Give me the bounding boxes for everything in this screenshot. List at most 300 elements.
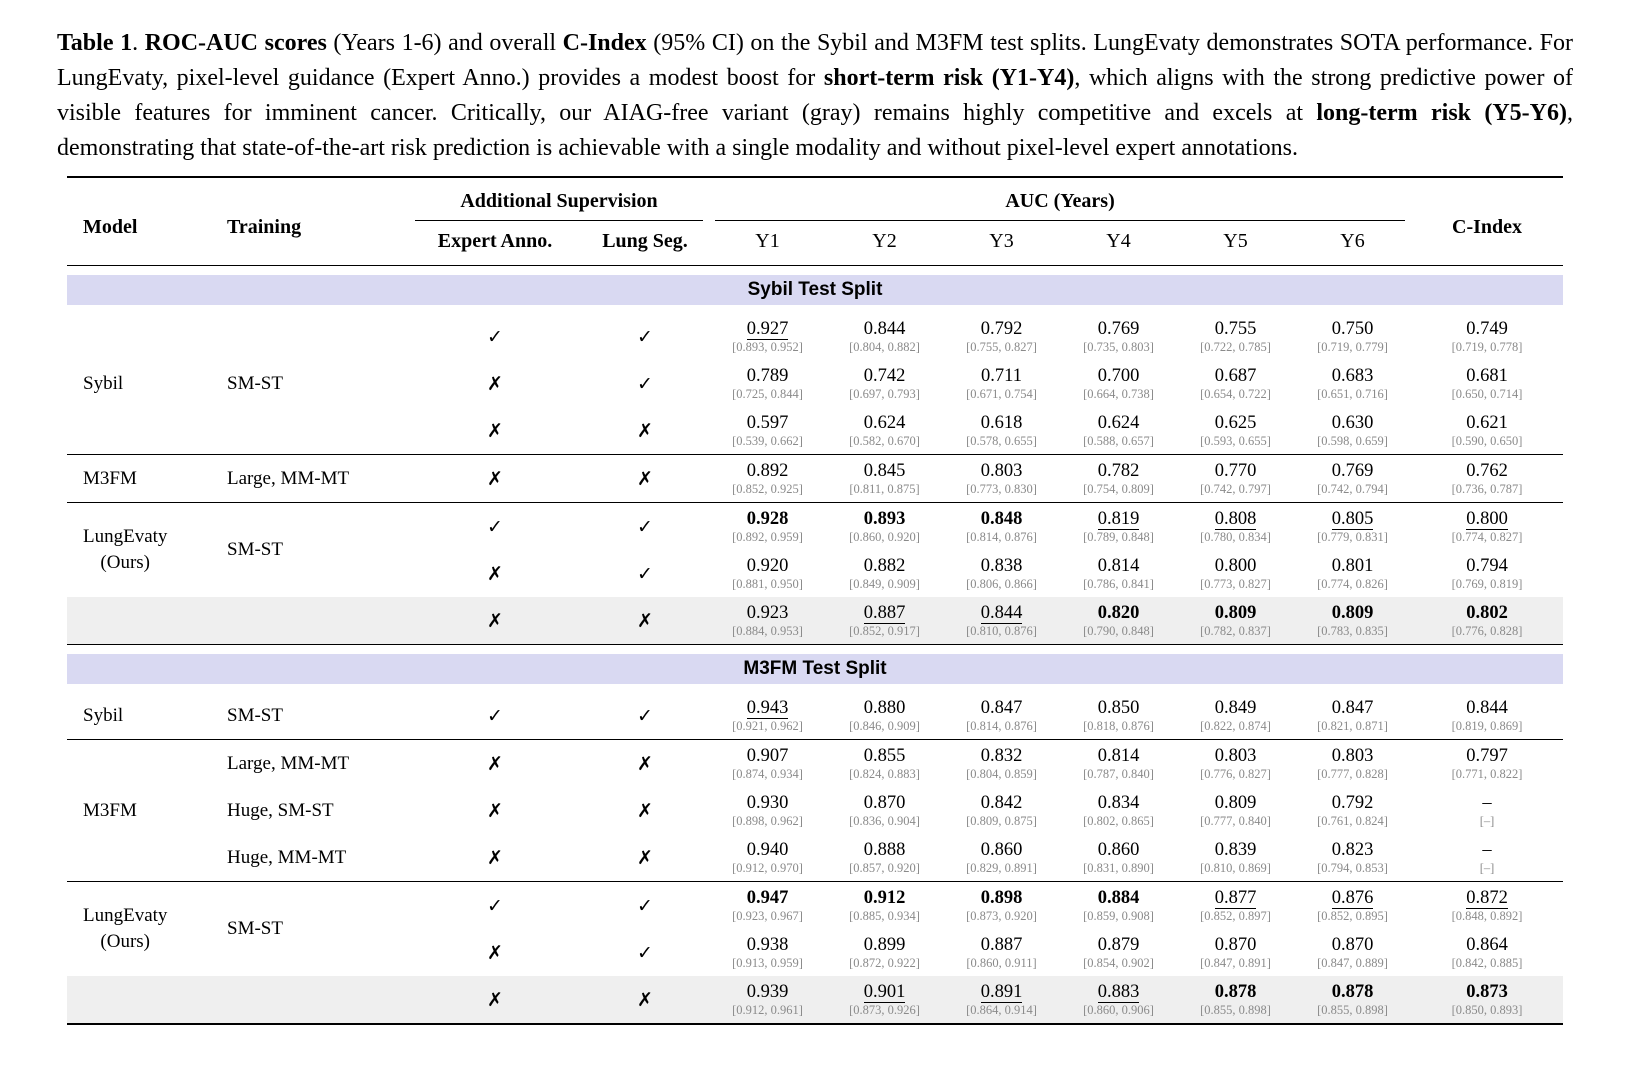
metric-ci: [0.782, 0.837] [1200, 624, 1271, 638]
expert-anno-cross-icon: ✗ [409, 976, 581, 1024]
lung-seg-check-icon: ✓ [581, 882, 709, 930]
metric-value [1296, 697, 1409, 719]
metric-value-text: 0.930 [746, 793, 789, 813]
metric-ci: [0.776, 0.827] [1200, 767, 1271, 781]
metric-value-text: 0.943 [746, 698, 789, 718]
metric-cell [826, 550, 943, 597]
metric-value [711, 745, 824, 767]
metric-value [711, 981, 824, 1003]
model-name: M3FM [83, 799, 137, 821]
metric-value-text: 0.884 [1097, 888, 1140, 908]
metric-cell [1177, 503, 1294, 551]
metric-cell [1177, 976, 1294, 1024]
lung-seg-cross-icon: ✗ [581, 976, 709, 1024]
metric-cell [943, 455, 1060, 503]
metric-value-text: 0.618 [980, 413, 1023, 433]
metric-cell [1411, 550, 1563, 597]
metric-value [945, 365, 1058, 387]
training-cell: SM-ST [219, 503, 409, 598]
metric-ci: [0.885, 0.934] [849, 909, 920, 923]
metric-cell [1294, 407, 1411, 455]
metric-value-text: 0.887 [980, 935, 1023, 955]
metric-value-text: 0.860 [1097, 840, 1140, 860]
metric-ci: [0.794, 0.853] [1317, 861, 1388, 875]
metric-value [828, 365, 941, 387]
expert-anno-cross-icon: ✗ [487, 419, 503, 442]
metric-ci: [0.582, 0.670] [849, 434, 920, 448]
table-caption: Table 1. ROC-AUC scores (Years 1-6) and overall C-Index (95% CI) on the Sybil and M3FM test splits. LungEvaty demonstrates SOTA performance. For LungEvaty, pixel-level guidance (Expert Anno.) provides a modest boost for short-term risk (Y1-Y4), which aligns with the strong predictive power of visible features for imminent cancer. Critically, our AIAG-free variant (gray) remains highly competitive and excels at long-term risk (Y5-Y6), demonstrating that state-of-the-art risk prediction is achievable with a single modality and without pixel-level expert annotations. [57, 30, 1574, 161]
metric-value-text: 0.842 [980, 793, 1023, 813]
lung-seg-cross-icon: ✗ [637, 799, 653, 822]
col-header-y4: Y4 [1060, 221, 1177, 266]
metric-value [1296, 839, 1409, 861]
metric-cell [1411, 882, 1563, 930]
metric-cell [1294, 787, 1411, 834]
model-name: LungEvaty (Ours) [83, 905, 168, 952]
metric-ci: [0.593, 0.655] [1200, 434, 1271, 448]
metric-value [1062, 460, 1175, 482]
metric-value-text: 0.797 [1466, 746, 1508, 766]
metric-cell [1411, 834, 1563, 882]
metric-ci: [0.773, 0.827] [1200, 577, 1271, 591]
metric-value [711, 365, 824, 387]
metric-cell [709, 882, 826, 930]
metric-value-text: 0.928 [746, 509, 789, 529]
metric-ci: [–] [1479, 814, 1495, 828]
metric-value-text: 0.878 [1214, 982, 1257, 1002]
metric-value-text: 0.849 [1214, 698, 1257, 718]
metric-value [711, 887, 824, 909]
metric-value [711, 412, 824, 434]
section-band-title: Sybil Test Split [67, 275, 1563, 305]
training-cell: Huge, SM-ST [227, 799, 334, 821]
metric-value [1413, 792, 1561, 814]
metric-value [1296, 602, 1409, 624]
expert-anno-cross-icon: ✗ [487, 941, 503, 964]
metric-ci: [0.814, 0.876] [966, 719, 1037, 733]
metric-value-text: 0.892 [746, 461, 789, 481]
metric-ci: [0.829, 0.891] [966, 861, 1037, 875]
metric-value-text: 0.630 [1331, 413, 1374, 433]
section-band-cell [67, 266, 1563, 314]
metric-value-text: 0.683 [1331, 366, 1374, 386]
metric-value [711, 555, 824, 577]
metric-value-text: 0.864 [1466, 935, 1508, 955]
table-row [67, 455, 1563, 503]
model-cell [67, 455, 219, 503]
metric-value [828, 697, 941, 719]
metric-cell [826, 929, 943, 976]
metric-value [828, 602, 941, 624]
metric-value-text: 0.792 [1331, 793, 1374, 813]
metric-value-text: 0.855 [863, 746, 906, 766]
metric-value-text: 0.800 [1466, 509, 1508, 529]
metric-value-text: 0.770 [1214, 461, 1257, 481]
metric-ci: [0.821, 0.871] [1317, 719, 1388, 733]
metric-cell [1294, 929, 1411, 976]
metric-value [828, 555, 941, 577]
metric-ci: [0.719, 0.779] [1317, 340, 1388, 354]
metric-cell [1411, 787, 1563, 834]
expert-anno-check-icon: ✓ [487, 325, 503, 348]
metric-cell [1177, 834, 1294, 882]
metric-ci: [0.773, 0.830] [966, 482, 1037, 496]
metric-cell [709, 360, 826, 407]
metric-ci: [0.852, 0.897] [1200, 909, 1271, 923]
metric-cell [1294, 503, 1411, 551]
metric-value [711, 839, 824, 861]
metric-ci: [0.725, 0.844] [732, 387, 803, 401]
metric-cell [1294, 834, 1411, 882]
section-band-row [67, 645, 1563, 693]
metric-ci: [0.852, 0.895] [1317, 909, 1388, 923]
expert-anno-check-icon: ✓ [487, 704, 503, 727]
metric-ci: [0.893, 0.952] [732, 340, 803, 354]
lung-seg-check-icon: ✓ [637, 562, 653, 585]
metric-cell [826, 313, 943, 360]
metric-value [1062, 981, 1175, 1003]
model-cell-empty [67, 597, 219, 645]
metric-ci: [0.852, 0.917] [849, 624, 920, 638]
metric-cell [943, 313, 1060, 360]
results-table [67, 176, 1563, 1025]
metric-ci: [0.650, 0.714] [1451, 387, 1523, 401]
metric-value [1062, 745, 1175, 767]
metric-cell [826, 692, 943, 740]
metric-ci: [0.774, 0.826] [1317, 577, 1388, 591]
metric-value-text: 0.687 [1214, 366, 1257, 386]
metric-value [1179, 555, 1292, 577]
section-band-cell [67, 645, 1563, 693]
metric-ci: [0.874, 0.934] [732, 767, 803, 781]
metric-cell [709, 597, 826, 645]
lung-seg-cross-icon: ✗ [581, 597, 709, 645]
metric-cell [709, 407, 826, 455]
metric-ci: [0.755, 0.827] [966, 340, 1037, 354]
metric-cell [826, 597, 943, 645]
model-cell [67, 740, 219, 882]
metric-value-text: 0.814 [1097, 746, 1140, 766]
metric-ci: [0.664, 0.738] [1083, 387, 1154, 401]
metric-value [1296, 365, 1409, 387]
metric-cell [1060, 503, 1177, 551]
metric-ci: [0.590, 0.650] [1451, 434, 1523, 448]
metric-value [828, 508, 941, 530]
expert-anno-cross-icon: ✗ [487, 799, 503, 822]
metric-ci: [0.651, 0.716] [1317, 387, 1388, 401]
metric-ci: [0.864, 0.914] [966, 1003, 1037, 1017]
metric-cell [1411, 360, 1563, 407]
metric-value-text: 0.823 [1331, 840, 1374, 860]
metric-cell [709, 740, 826, 788]
metric-cell [1294, 360, 1411, 407]
metric-value [1179, 981, 1292, 1003]
metric-cell [1177, 692, 1294, 740]
metric-cell [1060, 550, 1177, 597]
metric-value-text: 0.876 [1331, 888, 1374, 908]
metric-cell [943, 360, 1060, 407]
metric-value [945, 508, 1058, 530]
metric-ci: [0.786, 0.841] [1083, 577, 1154, 591]
expert-anno-cross-icon: ✗ [487, 372, 503, 395]
lung-seg-cross-icon: ✗ [581, 455, 709, 503]
metric-cell [1060, 360, 1177, 407]
metric-value [1413, 887, 1561, 909]
metric-ci: [0.774, 0.827] [1451, 530, 1523, 544]
metric-value-text: 0.742 [863, 366, 906, 386]
metric-value [945, 697, 1058, 719]
metric-value-text: 0.711 [981, 366, 1022, 386]
metric-cell [1060, 929, 1177, 976]
metric-value [1062, 555, 1175, 577]
metric-value [828, 792, 941, 814]
metric-ci: [0.810, 0.876] [966, 624, 1037, 638]
metric-ci: [–] [1479, 861, 1495, 875]
metric-value-text: 0.755 [1214, 319, 1257, 339]
metric-ci: [0.769, 0.819] [1451, 577, 1523, 591]
metric-value-text: 0.877 [1214, 888, 1257, 908]
table-row [67, 692, 1563, 740]
metric-ci: [0.842, 0.885] [1451, 956, 1523, 970]
metric-value [1296, 318, 1409, 340]
metric-value [1179, 365, 1292, 387]
metric-value [1296, 745, 1409, 767]
metric-value-text: 0.814 [1097, 556, 1140, 576]
metric-cell [1294, 692, 1411, 740]
model-cell [67, 692, 219, 740]
metric-value-text: 0.891 [980, 982, 1023, 1002]
metric-value-text: 0.898 [980, 888, 1023, 908]
metric-cell [1294, 597, 1411, 645]
metric-cell [826, 407, 943, 455]
metric-value-text: 0.927 [746, 319, 789, 339]
metric-ci: [0.783, 0.835] [1317, 624, 1388, 638]
metric-value [1296, 934, 1409, 956]
lung-seg-cross-icon: ✗ [637, 419, 653, 442]
metric-value-text: 0.802 [1466, 603, 1508, 623]
metric-value [1296, 792, 1409, 814]
metric-cell [709, 692, 826, 740]
metric-ci: [0.884, 0.953] [732, 624, 803, 638]
metric-cell [943, 834, 1060, 882]
metric-cell [709, 929, 826, 976]
expert-anno-cross-icon: ✗ [409, 597, 581, 645]
metric-cell [1294, 740, 1411, 788]
metric-value [1179, 745, 1292, 767]
lung-seg-cross-icon: ✗ [581, 740, 709, 788]
metric-ci: [0.804, 0.859] [966, 767, 1037, 781]
metric-ci: [0.814, 0.876] [966, 530, 1037, 544]
metric-cell [1060, 976, 1177, 1024]
training-cell: SM-ST [219, 882, 409, 977]
col-header-y3: Y3 [943, 221, 1060, 266]
metric-value [1062, 365, 1175, 387]
metric-ci: [0.847, 0.891] [1200, 956, 1271, 970]
lung-seg-check-icon: ✓ [637, 325, 653, 348]
metric-cell [1294, 882, 1411, 930]
metric-cell [826, 740, 943, 788]
metric-ci: [0.848, 0.892] [1451, 909, 1523, 923]
metric-ci: [0.777, 0.840] [1200, 814, 1271, 828]
metric-value [828, 460, 941, 482]
training-cell: SM-ST [227, 372, 283, 394]
metric-value-text: 0.901 [863, 982, 906, 1002]
metric-value [1413, 460, 1561, 482]
metric-value [1296, 887, 1409, 909]
metric-cell [1060, 882, 1177, 930]
metric-value-text: 0.597 [746, 413, 789, 433]
metric-value [828, 981, 941, 1003]
metric-value-text: 0.803 [980, 461, 1023, 481]
table-row [67, 313, 1563, 360]
metric-value-text: 0.844 [980, 603, 1023, 623]
metric-value [1296, 555, 1409, 577]
metric-ci: [0.872, 0.922] [849, 956, 920, 970]
metric-value [1179, 697, 1292, 719]
metric-value [1413, 981, 1561, 1003]
metric-cell [709, 503, 826, 551]
metric-cell [709, 787, 826, 834]
metric-cell [1177, 882, 1294, 930]
metric-value [1179, 412, 1292, 434]
metric-ci: [0.855, 0.898] [1317, 1003, 1388, 1017]
metric-value [945, 318, 1058, 340]
training-cell-empty [219, 597, 409, 645]
metric-ci: [0.779, 0.831] [1317, 530, 1388, 544]
metric-value-text: 0.920 [746, 556, 789, 576]
metric-value-text: – [1482, 793, 1492, 813]
metric-cell [1411, 455, 1563, 503]
metric-value-text: 0.899 [863, 935, 906, 955]
metric-value-text: 0.625 [1214, 413, 1257, 433]
metric-value-text: 0.940 [746, 840, 789, 860]
training-cell: Large, MM-MT [219, 740, 409, 788]
metric-cell [1294, 455, 1411, 503]
metric-value-text: 0.938 [746, 935, 789, 955]
metric-ci: [0.892, 0.959] [732, 530, 803, 544]
auc-years-label: AUC (Years) [715, 190, 1405, 221]
metric-value-text: 0.805 [1331, 509, 1374, 529]
metric-value [711, 792, 824, 814]
metric-ci: [0.654, 0.722] [1200, 387, 1271, 401]
metric-cell [1060, 313, 1177, 360]
metric-ci: [0.898, 0.962] [732, 814, 803, 828]
metric-value [945, 792, 1058, 814]
metric-value-text: 0.800 [1214, 556, 1257, 576]
metric-cell [709, 550, 826, 597]
metric-cell [943, 407, 1060, 455]
metric-cell [826, 360, 943, 407]
metric-value [1296, 981, 1409, 1003]
metric-ci: [0.776, 0.828] [1451, 624, 1523, 638]
model-cell [67, 882, 219, 977]
col-header-y6: Y6 [1294, 221, 1411, 266]
metric-cell [943, 597, 1060, 645]
metric-ci: [0.857, 0.920] [849, 861, 920, 875]
metric-cell [709, 834, 826, 882]
metric-ci: [0.598, 0.659] [1317, 434, 1388, 448]
metric-value-text: 0.832 [980, 746, 1023, 766]
metric-value-text: 0.845 [863, 461, 906, 481]
model-name: Sybil [83, 372, 124, 394]
metric-cell [1060, 455, 1177, 503]
metric-value [1413, 697, 1561, 719]
metric-value-text: 0.923 [746, 603, 789, 623]
metric-value [1413, 839, 1561, 861]
metric-value [1296, 412, 1409, 434]
metric-cell [1177, 787, 1294, 834]
metric-value [1062, 508, 1175, 530]
col-header-y2: Y2 [826, 221, 943, 266]
metric-ci: [0.860, 0.906] [1083, 1003, 1154, 1017]
section-band-row [67, 266, 1563, 314]
additional-supervision-label: Additional Supervision [415, 190, 703, 221]
metric-value-text: 0.819 [1097, 509, 1140, 529]
metric-value-text: 0.947 [746, 888, 789, 908]
metric-cell [1177, 929, 1294, 976]
metric-cell [1411, 407, 1563, 455]
metric-cell [1177, 313, 1294, 360]
metric-value-text: 0.809 [1214, 793, 1257, 813]
model-name: M3FM [83, 467, 137, 489]
metric-value [828, 934, 941, 956]
col-header-y5: Y5 [1177, 221, 1294, 266]
metric-value [711, 697, 824, 719]
metric-ci: [0.852, 0.925] [732, 482, 803, 496]
table-row [67, 740, 1563, 788]
metric-cell [1177, 550, 1294, 597]
metric-ci: [0.802, 0.865] [1083, 814, 1154, 828]
metric-value [1062, 887, 1175, 909]
metric-ci: [0.873, 0.920] [966, 909, 1037, 923]
metric-value [945, 934, 1058, 956]
header-row-top [67, 177, 1563, 221]
metric-value [1413, 508, 1561, 530]
metric-cell [826, 834, 943, 882]
metric-value-text: 0.860 [980, 840, 1023, 860]
metric-value-text: 0.750 [1331, 319, 1374, 339]
table-row [67, 503, 1563, 551]
metric-cell [943, 929, 1060, 976]
metric-ci: [0.913, 0.959] [732, 956, 803, 970]
metric-cell [943, 503, 1060, 551]
metric-value [1413, 412, 1561, 434]
metric-value-text: 0.893 [863, 509, 906, 529]
col-group-auc-years [709, 177, 1411, 221]
metric-value [945, 555, 1058, 577]
table-row [67, 597, 1563, 645]
metric-value-text: 0.870 [863, 793, 906, 813]
training-cell: Huge, MM-MT [227, 846, 347, 868]
metric-value [1413, 555, 1561, 577]
metric-ci: [0.855, 0.898] [1200, 1003, 1271, 1017]
expert-anno-cross-icon: ✗ [487, 562, 503, 585]
metric-cell [1060, 407, 1177, 455]
metric-value-text: – [1482, 840, 1492, 860]
metric-ci: [0.809, 0.875] [966, 814, 1037, 828]
metric-ci: [0.771, 0.822] [1451, 767, 1523, 781]
metric-value-text: 0.888 [863, 840, 906, 860]
metric-cell [1177, 740, 1294, 788]
metric-ci: [0.860, 0.911] [966, 956, 1037, 970]
metric-value-text: 0.870 [1331, 935, 1374, 955]
lung-seg-check-icon: ✓ [581, 503, 709, 551]
metric-value-text: 0.808 [1214, 509, 1257, 529]
metric-value [711, 602, 824, 624]
metric-cell [1060, 834, 1177, 882]
metric-ci: [0.873, 0.926] [849, 1003, 920, 1017]
metric-cell [943, 692, 1060, 740]
